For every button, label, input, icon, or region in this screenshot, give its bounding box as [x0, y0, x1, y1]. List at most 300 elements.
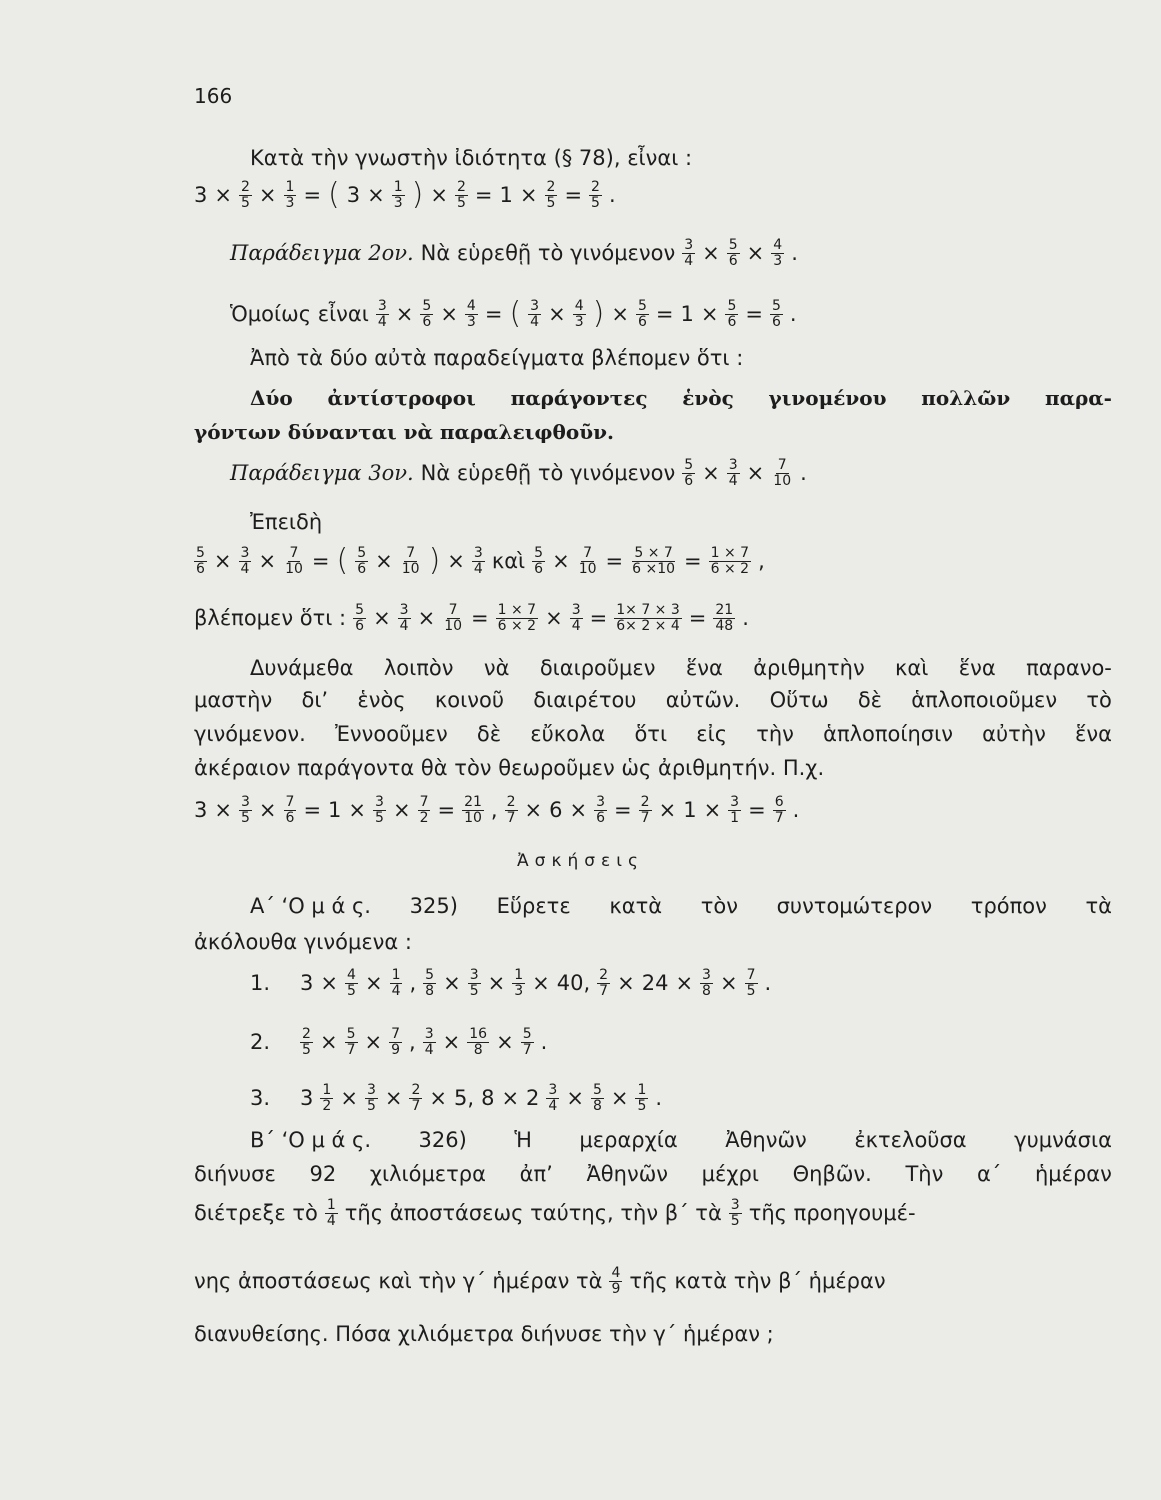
text-token: Δύο	[250, 386, 293, 410]
text-token: 6	[549, 798, 563, 822]
text-token: 3	[773, 252, 783, 269]
text-token: 8	[592, 1097, 602, 1114]
text-token: 4	[611, 1264, 621, 1281]
text-token: μαστὴν	[194, 688, 273, 712]
math-symbol: .	[540, 1030, 548, 1054]
text-token: 10	[285, 560, 303, 577]
text-token: βλέπομεν ὅτι :	[194, 606, 347, 630]
text-token: 3	[366, 1081, 376, 1098]
text-token: 8	[473, 1041, 483, 1058]
fraction	[284, 180, 297, 211]
text-token: 6	[727, 313, 737, 330]
text-token: 4	[424, 1041, 434, 1058]
text-token: Παράδειγμα 3ον.	[230, 461, 414, 485]
text-token: 7	[419, 793, 429, 810]
text-token: 5	[684, 456, 694, 473]
text-token: 3	[730, 1196, 740, 1213]
text-token: Νὰ εὑρεθῇ τὸ γινόμενον	[420, 241, 676, 265]
fraction	[320, 1083, 333, 1114]
text-token: Τὴν	[905, 1162, 944, 1186]
text-token: τῆς ἀποστάσεως ταύτης, τὴν β΄ τὰ	[344, 1201, 722, 1225]
text-token: 5	[592, 1081, 602, 1098]
math-symbol: ×	[214, 798, 232, 822]
intro-line: Κατὰ τὴν γνωστὴν ἰδιότητα (§ 78), εἶναι :	[250, 146, 693, 170]
text-token: 3	[596, 793, 606, 810]
text-token: 5	[240, 194, 250, 211]
fraction	[727, 238, 740, 269]
math-symbol: ×	[746, 241, 765, 265]
fraction	[745, 968, 758, 999]
fraction	[713, 603, 735, 634]
math-symbol: =	[564, 183, 583, 207]
text-token: Ὁμοίως εἶναι	[230, 302, 369, 326]
text-token: ἀπ’	[519, 1162, 553, 1186]
math-symbol: ×	[348, 798, 367, 822]
math-symbol: ×	[430, 183, 448, 207]
math-symbol: ×	[258, 183, 277, 207]
group-b-line-3	[194, 1188, 923, 1238]
text-token: δι’	[301, 688, 329, 712]
exercises-heading: Ἀσκήσεις	[517, 851, 644, 871]
text-token: μέχρι	[701, 1162, 759, 1186]
text-token: παρανο-	[1026, 656, 1112, 680]
text-token: 4	[466, 297, 476, 314]
math-symbol: =	[614, 798, 632, 822]
text-token: Παράδειγμα 2ον.	[230, 241, 414, 265]
math-symbol: =	[484, 302, 503, 326]
text-token: τρόπον	[970, 894, 1047, 918]
text-token: Β΄ ‘Ο μ ά ς.	[250, 1128, 372, 1152]
fraction	[455, 180, 468, 211]
group-b-line-1	[250, 1126, 1112, 1154]
math-symbol: ×	[340, 1086, 358, 1110]
text-token: 7	[746, 966, 756, 983]
text-token: 1	[637, 1081, 647, 1098]
text-token: μεραρχία	[579, 1128, 678, 1152]
group-a-line-1	[250, 892, 1112, 920]
fraction	[700, 968, 713, 999]
math-symbol: .	[764, 971, 772, 995]
math-symbol: ×	[487, 971, 506, 995]
math-symbol: (	[336, 543, 349, 578]
text-token: 4	[377, 313, 387, 330]
text-token: 3	[194, 183, 208, 207]
text-token: 5	[302, 1041, 311, 1058]
math-symbol: ×	[443, 971, 461, 995]
text-token: παράγοντες	[510, 386, 648, 410]
text-token: 2	[457, 178, 466, 195]
group-a-line-2: ἀκόλουθα γινόμενα :	[194, 930, 413, 954]
fraction	[512, 968, 525, 999]
text-token: 48	[715, 617, 734, 634]
fraction	[682, 238, 695, 269]
math-symbol: ,	[409, 1030, 416, 1054]
text-token: γυμνάσια	[1014, 1128, 1112, 1152]
text-token: 5,	[454, 1086, 475, 1110]
text-token: 3	[346, 183, 361, 207]
text-token: ἕνα	[958, 656, 996, 680]
text-token: 5	[591, 194, 600, 211]
fraction	[239, 180, 252, 211]
fraction	[630, 546, 677, 577]
fraction	[532, 546, 545, 577]
text-token: 1	[326, 1196, 336, 1213]
text-token: 3	[240, 544, 250, 561]
text-token: 2	[419, 809, 429, 826]
text-token: 2	[240, 178, 250, 195]
text-token: συντομώτερον	[776, 894, 933, 918]
text-token: 3	[548, 1081, 558, 1098]
math-symbol: ×	[569, 798, 588, 822]
fraction	[573, 299, 586, 330]
fraction	[239, 546, 252, 577]
text-token: 4	[473, 560, 483, 577]
text-token: 10	[444, 617, 463, 634]
math-symbol: ×	[548, 302, 566, 326]
fraction	[709, 546, 751, 577]
fraction	[545, 180, 558, 211]
math-symbol: ×	[319, 1030, 338, 1054]
text-token: τὰ	[1085, 894, 1112, 918]
text-token: 1× 7 × 3	[616, 601, 680, 618]
paragraph-line-2	[194, 686, 1112, 714]
fraction	[505, 795, 518, 826]
text-token: 40,	[556, 971, 591, 995]
fraction	[771, 238, 784, 269]
text-token: Ἀθηνῶν	[725, 1128, 807, 1152]
math-symbol: ×	[373, 606, 391, 630]
math-symbol: ,	[490, 798, 498, 822]
text-token: δὲ	[476, 722, 502, 746]
rule-line-1	[250, 384, 1112, 412]
text-token: 1 × 7	[497, 601, 537, 618]
text-token: καὶ	[491, 549, 526, 573]
text-token: 5	[375, 809, 384, 826]
text-token: 3	[473, 544, 483, 561]
fraction	[345, 968, 358, 999]
fraction	[373, 795, 386, 826]
fraction	[468, 968, 481, 999]
fraction	[589, 180, 602, 211]
text-token: 6	[772, 313, 781, 330]
text-token: διήνυσε	[194, 1162, 276, 1186]
fraction	[472, 546, 485, 577]
paragraph-line-1	[250, 654, 1112, 682]
text-token: 10	[401, 560, 420, 577]
fraction	[528, 299, 541, 330]
text-token: 5	[196, 544, 205, 561]
text-token: 3	[574, 313, 584, 330]
text-token: 21	[715, 601, 734, 618]
text-token: διαιρέτου	[533, 688, 637, 712]
from-examples-line: Ἀπὸ τὰ δύο αὐτὰ παραδείγματα βλέπομεν ὅτι :	[250, 346, 744, 370]
group-b-line-5: διανυθείσης. Πόσα χιλιόμετρα διήνυσε τὴν γ΄ ἡμέραν ;	[194, 1322, 774, 1346]
math-symbol: ×	[392, 798, 411, 822]
fraction	[462, 795, 484, 826]
text-token: νης ἀποστάσεως καὶ τὴν γ΄ ἡμέραν τὰ	[194, 1269, 603, 1293]
text-token: 8	[481, 1086, 495, 1110]
paragraph-line-4: ἀκέραιον παράγοντα θὰ τὸν θεωροῦμεν ὡς ἀριθμητήν. Π.χ.	[194, 756, 825, 780]
math-symbol: .	[655, 1086, 663, 1110]
text-token: τὸ	[1086, 688, 1112, 712]
text-token: 6	[355, 617, 365, 634]
text-token: 5	[534, 544, 544, 561]
rule-line-2: γόντων δύνανται νὰ παραλειφθοῦν.	[194, 420, 614, 444]
text-token: 7	[774, 809, 784, 826]
equation-4	[194, 592, 756, 644]
math-symbol: ×	[702, 241, 720, 265]
math-symbol: ×	[429, 1086, 448, 1110]
text-token: 24	[641, 971, 669, 995]
text-token: 3	[377, 297, 387, 314]
math-symbol: .	[742, 606, 749, 630]
fraction	[389, 1027, 402, 1058]
text-token: 325)	[409, 894, 458, 918]
text-token: 1	[328, 798, 342, 822]
text-token: 10	[773, 472, 792, 489]
text-token: 7	[285, 793, 295, 810]
math-symbol: ×	[375, 549, 393, 573]
text-token: διέτρεξε τὸ	[194, 1201, 318, 1225]
fraction	[594, 795, 607, 826]
text-token: ἡμέραν	[1034, 1162, 1112, 1186]
text-token: 7	[506, 809, 516, 826]
text-token: 2	[411, 1081, 421, 1098]
math-symbol: ×	[524, 798, 543, 822]
text-token: 4	[548, 1097, 558, 1114]
equation-1	[194, 172, 623, 218]
text-token: ἕνα	[685, 656, 723, 680]
math-symbol: ×	[617, 971, 635, 995]
math-symbol: =	[688, 606, 707, 630]
fraction	[418, 795, 431, 826]
text-token: 3	[466, 313, 476, 330]
math-symbol: ×	[610, 1086, 629, 1110]
math-symbol: ×	[703, 798, 722, 822]
math-symbol: ×	[552, 549, 570, 573]
text-token: 1	[322, 1081, 332, 1098]
text-token: 5	[637, 1097, 647, 1114]
math-symbol: ×	[519, 183, 538, 207]
exercise-3	[250, 1072, 669, 1124]
text-token: 5 × 7	[634, 544, 673, 561]
math-symbol: ×	[501, 1086, 520, 1110]
text-token: 2	[640, 793, 650, 810]
text-token: 3	[530, 297, 540, 314]
math-symbol: ×	[440, 302, 458, 326]
math-symbol: =	[311, 549, 330, 573]
text-token: 2	[546, 178, 556, 195]
text-token: κοινοῦ	[434, 688, 504, 712]
fraction	[546, 1083, 559, 1114]
math-symbol: ×	[417, 606, 436, 630]
text-token: 5	[457, 194, 466, 211]
text-token: 5	[727, 297, 737, 314]
math-symbol: ×	[658, 798, 677, 822]
text-token: 4	[399, 617, 409, 634]
text-token: 3	[285, 194, 295, 211]
text-token: 1	[391, 966, 401, 983]
text-token: 326)	[418, 1128, 467, 1152]
text-token: 3	[424, 1025, 434, 1042]
text-token: 6	[357, 560, 367, 577]
math-symbol: )	[411, 177, 424, 212]
math-symbol: =	[303, 798, 322, 822]
fraction	[773, 795, 786, 826]
example-3-line	[230, 448, 814, 498]
text-token: 1	[683, 798, 697, 822]
text-token: 3	[728, 456, 738, 473]
text-token: 5	[772, 297, 781, 314]
equation-5	[194, 784, 806, 836]
equation-3	[194, 536, 772, 586]
text-token: 7	[391, 1025, 401, 1042]
page-number: 166	[194, 84, 233, 108]
text-token: ἀντίστροφοι	[327, 386, 476, 410]
fraction	[614, 603, 682, 634]
text-token: 9	[611, 1280, 621, 1297]
text-token: 5	[522, 1025, 532, 1042]
text-token: Δυνάμεθα	[250, 656, 354, 680]
fraction	[365, 1083, 378, 1114]
text-token: 2	[599, 966, 609, 983]
text-token: λοιπὸν	[383, 656, 454, 680]
fraction	[194, 546, 207, 577]
fraction	[521, 1027, 534, 1058]
text-token: 8	[702, 982, 711, 999]
example-2-line	[230, 228, 805, 278]
text-token: Θηβῶν.	[792, 1162, 872, 1186]
text-token: 4	[530, 313, 540, 330]
fraction	[423, 1027, 436, 1058]
fraction	[392, 180, 405, 211]
math-symbol: ×	[395, 302, 414, 326]
math-symbol: )	[428, 543, 441, 578]
text-token: 5	[637, 297, 647, 314]
text-token: 1	[680, 302, 694, 326]
text-token: τὸν	[700, 894, 738, 918]
math-symbol: =	[471, 606, 489, 630]
math-symbol: ×	[320, 971, 339, 995]
text-token: 2.	[250, 1030, 271, 1054]
text-token: ἕνα	[1075, 722, 1112, 746]
math-symbol: ×	[611, 302, 629, 326]
text-token: 7	[522, 1041, 532, 1058]
math-symbol: ×	[566, 1086, 584, 1110]
fraction	[725, 299, 738, 330]
text-token: Νὰ εὑρεθῇ τὸ γινόμενον	[420, 461, 676, 485]
text-token: 3	[730, 793, 740, 810]
fraction	[284, 795, 297, 826]
text-token: 16	[469, 1025, 488, 1042]
text-token: κατὰ	[609, 894, 663, 918]
fraction	[423, 968, 436, 999]
text-token: 4	[571, 617, 581, 634]
text-token: εὔκολα	[530, 722, 606, 746]
fraction	[355, 546, 368, 577]
text-token: 2	[526, 1086, 540, 1110]
text-token: γινόμενον.	[194, 722, 306, 746]
math-symbol: ×	[719, 971, 738, 995]
text-token: 5	[347, 982, 356, 999]
fraction	[398, 603, 411, 634]
math-symbol: =	[474, 183, 493, 207]
text-token: 92	[309, 1162, 337, 1186]
math-symbol: ×	[214, 183, 232, 207]
math-symbol: ×	[364, 1030, 383, 1054]
text-token: 4	[347, 966, 356, 983]
text-token: 5	[546, 194, 556, 211]
text-token: 4	[574, 297, 584, 314]
text-token: 2	[302, 1025, 311, 1042]
text-token: 5	[746, 982, 756, 999]
text-token: 1	[514, 966, 524, 983]
text-token: 5	[730, 1212, 740, 1229]
math-symbol: ×	[213, 549, 232, 573]
text-token: 4	[728, 472, 738, 489]
math-symbol: ×	[545, 606, 563, 630]
text-token: χιλιόμετρα	[369, 1162, 486, 1186]
fraction	[400, 546, 422, 577]
paragraph-line-3	[194, 720, 1112, 748]
text-token: 4	[326, 1212, 336, 1229]
text-token: 7	[346, 1041, 356, 1058]
fraction	[496, 603, 538, 634]
text-token: 3	[702, 966, 711, 983]
fraction	[636, 299, 649, 330]
text-token: 3	[194, 798, 208, 822]
group-b-line-2	[194, 1160, 1112, 1188]
fraction	[239, 795, 252, 826]
text-token: καὶ	[895, 656, 929, 680]
fraction	[376, 299, 389, 330]
text-token: 3	[399, 601, 409, 618]
text-token: 10	[578, 560, 597, 577]
exercise-2	[250, 1016, 554, 1068]
text-token: 1	[393, 178, 403, 195]
text-token: 7	[411, 1097, 421, 1114]
text-token: 1.	[250, 971, 271, 995]
fraction	[353, 603, 366, 634]
text-token: 3	[684, 236, 694, 253]
text-token: 4	[240, 560, 250, 577]
math-symbol: .	[608, 183, 616, 207]
fraction	[390, 968, 403, 999]
text-token: 6	[422, 313, 432, 330]
text-token: 6	[774, 793, 784, 810]
fraction	[727, 458, 740, 489]
math-symbol: ×	[442, 1030, 461, 1054]
since-line: Ἐπειδὴ	[250, 510, 323, 534]
text-token: 1	[499, 183, 513, 207]
text-token: ἁπλοποιοῦμεν	[911, 688, 1058, 712]
text-token: 7	[406, 544, 416, 561]
text-token: 6 ×10	[632, 560, 676, 577]
text-token: 1 × 7	[710, 544, 750, 561]
math-symbol: =	[748, 798, 766, 822]
text-token: 7	[448, 601, 458, 618]
text-token: 5	[469, 982, 479, 999]
text-token: 4	[684, 252, 694, 269]
fraction	[728, 795, 741, 826]
text-token: τῆς προηγουμέ-	[748, 1201, 916, 1225]
math-symbol: =	[684, 549, 702, 573]
text-token: 5	[366, 1097, 376, 1114]
math-symbol: ×	[258, 798, 277, 822]
text-token: πολλῶν	[921, 386, 1011, 410]
fraction	[467, 1027, 489, 1058]
text-token: τῆς κατὰ τὴν β΄ ἡμέραν	[629, 1269, 886, 1293]
